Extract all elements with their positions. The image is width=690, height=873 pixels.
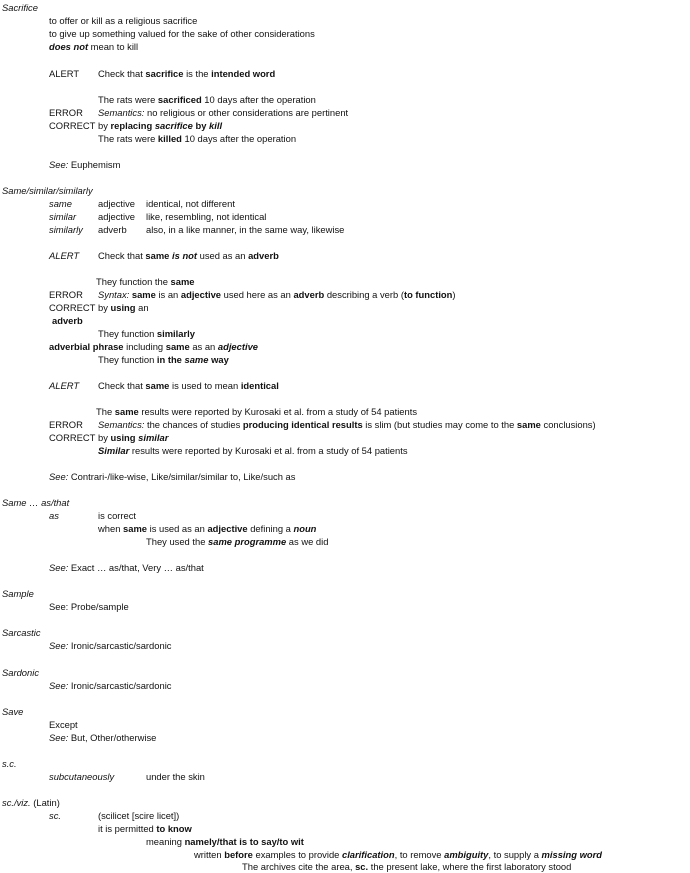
- usage-pos: adverb: [98, 224, 127, 235]
- usage-meaning: is correct: [98, 510, 137, 521]
- usage-meaning: under the skin: [146, 771, 205, 782]
- error-text: Semantics: no religious or other considerations are pertinent: [98, 107, 349, 118]
- definition: does not mean to kill: [49, 41, 139, 52]
- usage-word: similar: [49, 211, 77, 222]
- usage-pos: adjective: [98, 211, 136, 222]
- usage-word: similarly: [49, 224, 83, 235]
- see-also: See: Probe/sample: [49, 601, 129, 612]
- entry-term-sardonic: Sardonic: [2, 667, 40, 678]
- see-also: See: Euphemism: [49, 159, 121, 170]
- error-label: ERROR: [49, 419, 83, 430]
- usage-word: sc.: [49, 810, 61, 821]
- corrected-sentence: They function in the same way: [98, 354, 229, 365]
- translation: it is permitted to know: [98, 823, 192, 834]
- see-also: See: Ironic/sarcastic/sardonic: [49, 640, 172, 651]
- etymology: (scilicet [scire licet]): [98, 810, 180, 821]
- correct-text: by replacing sacrifice by kill: [98, 120, 223, 131]
- definition: Except: [49, 719, 78, 730]
- usage-meaning: like, resembling, not identical: [146, 211, 267, 222]
- corrected-sentence: They function similarly: [98, 328, 195, 339]
- usage-meaning: also, in a like manner, in the same way, likewise: [146, 224, 345, 235]
- entry-term-save: Save: [2, 706, 24, 717]
- alert-label: ALERT: [49, 68, 80, 79]
- see-also: See: But, Other/otherwise: [49, 732, 157, 743]
- correct-label: CORRECT: [49, 302, 96, 313]
- example-sentence: The same results were reported by Kurosaki et al. from a study of 54 patients: [96, 406, 418, 417]
- corrected-sentence: The rats were killed 10 days after the operation: [98, 133, 297, 144]
- error-label: ERROR: [49, 289, 83, 300]
- usage-condition: when same is used as an adjective defining a noun: [98, 523, 317, 534]
- entry-term-sc: s.c.: [2, 758, 17, 769]
- see-also: See: Contrari-/like-wise, Like/similar/similar to, Like/such as: [49, 471, 296, 482]
- example-sentence: The archives cite the area, sc. the present lake, where the first laboratory stood: [242, 861, 572, 872]
- correct-text-alt: adverbial phrase including same as an adjective: [49, 341, 259, 352]
- corrected-sentence: Similar results were reported by Kurosaki et al. from a study of 54 patients: [98, 445, 408, 456]
- error-label: ERROR: [49, 107, 83, 118]
- alert-label: ALERT: [49, 380, 80, 391]
- entry-term-sacrifice: Sacrifice: [2, 2, 38, 13]
- definition: to give up something valued for the sake of other considerations: [49, 28, 315, 39]
- see-also: See: Exact … as/that, Very … as/that: [49, 562, 204, 573]
- correct-text: by using an: [98, 302, 149, 313]
- usage-word: subcutaneously: [49, 771, 115, 782]
- correct-label: CORRECT: [49, 120, 96, 131]
- usage-pos: adjective: [98, 198, 136, 209]
- alert-text: Check that same is used to mean identical: [98, 380, 279, 391]
- example-sentence: They used the same programme as we did: [146, 536, 329, 547]
- correct-text-cont: adverb: [52, 315, 83, 326]
- correct-label: CORRECT: [49, 432, 96, 443]
- entry-term-scviz: sc./viz. (Latin): [2, 797, 60, 808]
- usage-note: written before examples to provide clarification, to remove ambiguity, to supply a missing word: [194, 849, 602, 860]
- definition: to offer or kill as a religious sacrifice: [49, 15, 198, 26]
- meaning: meaning namely/that is to say/to wit: [146, 836, 304, 847]
- alert-label: ALERT: [49, 250, 80, 261]
- usage-word: as: [49, 510, 59, 521]
- entry-term-same-as: Same … as/that: [2, 497, 70, 508]
- error-text: Syntax: same is an adjective used here as an adverb describing a verb (to function): [98, 289, 456, 300]
- entry-term-sarcastic: Sarcastic: [2, 627, 41, 638]
- usage-word: same: [49, 198, 72, 209]
- alert-text: Check that same is not used as an adverb: [98, 250, 279, 261]
- entry-term-sample: Sample: [2, 588, 34, 599]
- example-sentence: They function the same: [96, 276, 195, 287]
- error-text: Semantics: the chances of studies producing identical results is slim (but studies may come to the same conclusions): [98, 419, 596, 430]
- alert-text: Check that sacrifice is the intended word: [98, 68, 276, 79]
- entry-term-same: Same/similar/similarly: [2, 185, 93, 196]
- usage-meaning: identical, not different: [146, 198, 235, 209]
- see-also: See: Ironic/sarcastic/sardonic: [49, 680, 172, 691]
- correct-text: by using similar: [98, 432, 169, 443]
- example-sentence: The rats were sacrificed 10 days after the operation: [98, 94, 316, 105]
